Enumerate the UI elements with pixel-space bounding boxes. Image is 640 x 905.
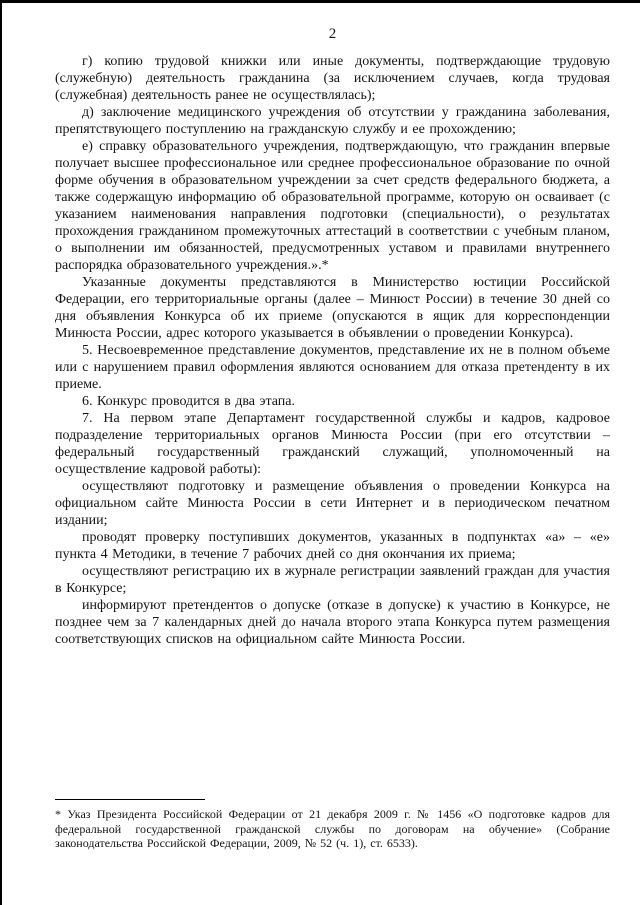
paragraph: 5. Несвоевременное представление документов, представление их не в полном объеме или с нарушением правил оформления являются основанием для отказа претенденту в их приеме. bbox=[55, 343, 610, 392]
paragraph: 6. Конкурс проводится в два этапа. bbox=[82, 394, 296, 409]
paragraph: проводят проверку поступивших документов, указанных в подпунктах «а» – «е» пункта 4 Методики, в течение 7 рабочих дней со дня окончания их приема; bbox=[55, 530, 610, 562]
page-number: 2 bbox=[328, 26, 337, 42]
footnote bbox=[55, 799, 610, 851]
paragraph: осуществляют подготовку и размещение объявления о проведении Конкурса на официальном сайте Минюста России в сети Интернет и в периодическом печатном издании; bbox=[55, 479, 610, 528]
paragraph: е) справку образовательного учреждения, подтверждающую, что гражданин впервые получает высшее профессиональное или среднее профессиональное образование по очной форме обучения в образовательном учреждении за счет средств федерального бюджета, а также содержащую информацию об образовательной программе, которую он осваивает (с указанием наименования направления подготовки (специальности), о результатах прохождения гражданином промежуточных аттестаций в соответствии с учебным планом, о выполнении им обязанностей, предусмотренных уставом и правилами внутреннего распорядка образовательного учреждения.».* bbox=[55, 139, 610, 273]
footnote-separator bbox=[55, 799, 205, 800]
footnote-text: * Указ Президента Российской Федерации от 21 декабря 2009 г. № 1456 «О подготовке кадров для федеральной государственной гражданской службы по договорам на обучение» (Собрание законодательства Российской Федерации, 2009, № 52 (ч. 1), ст. 6533). bbox=[55, 807, 610, 850]
paragraph: осуществляют регистрацию их в журнале регистрации заявлений граждан для участия в Конкурсе; bbox=[55, 564, 610, 596]
paragraph: информируют претендентов о допуске (отказе в допуске) к участию в Конкурсе, не позднее чем за 7 календарных дней до начала второго этапа Конкурса путем размещения соответствующих списков на официальном сайте Минюста России. bbox=[55, 598, 610, 647]
paragraph: г) копию трудовой книжки или иные документы, подтверждающие трудовую (служебную) деятельность гражданина (за исключением случаев, когда трудовая (служебная) деятельность ранее не осуществлялась); bbox=[55, 54, 610, 103]
paragraph: 7. На первом этапе Департамент государственной службы и кадров, кадровое подразделение территориальных органов Минюста России (при его отсутствии – федеральный государственный гражданский служащий, уполномоченный на осуществление кадровой работы): bbox=[55, 411, 610, 477]
document-body bbox=[55, 53, 610, 648]
paragraph: Указанные документы представляются в Министерство юстиции Российской Федерации, его территориальные органы (далее – Минюст России) в течение 30 дней со дня объявления Конкурса об их приеме (опускаются в ящик для корреспонденции Минюста России, адрес которого указывается в объявлении о проведении Конкурса). bbox=[55, 275, 610, 341]
paragraph: д) заключение медицинского учреждения об отсутствии у гражданина заболевания, препятствующего поступлению на гражданскую службу и ее прохождению; bbox=[55, 105, 610, 137]
